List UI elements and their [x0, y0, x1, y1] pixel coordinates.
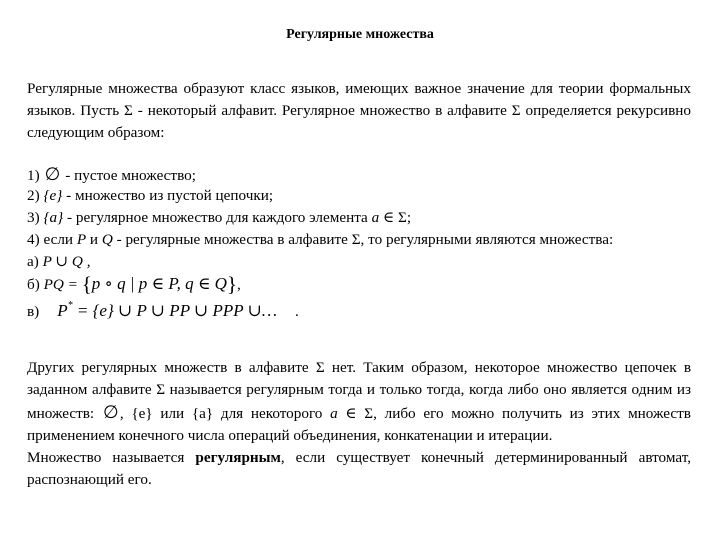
list-item: 3) {a} - регулярное множество для каждого элемента a ∈ Σ; — [27, 209, 412, 226]
list-item: 4) если P и Q - регулярные множества в алфавите Σ, то регулярными являются множества: — [27, 231, 614, 248]
list-item: 1) ∅ - пустое множество; — [27, 164, 196, 184]
list-item: 2) {e} - множество из пустой цепочки; — [27, 187, 274, 204]
definition-list — [27, 163, 691, 320]
formula-union: а) P ∪ Q , — [27, 253, 91, 270]
empty-set-icon: ∅ — [44, 164, 61, 184]
intro-paragraph: Регулярные множества образуют класс языков, имеющих важное значение для теории формальных языков. Пусть Σ - некоторый алфавит. Регулярное множество в алфавите Σ определяется рекурсивно следующим образом: — [27, 80, 691, 141]
regular-term: регулярным — [195, 449, 281, 466]
empty-set-icon: ∅ — [102, 402, 119, 422]
formula-concatenation: б) PQ = {p ∘ q | p ∈ P, q ∈ Q}, — [27, 272, 241, 296]
page-title: Регулярные множества — [286, 27, 434, 42]
conclusion-paragraph: Других регулярных множеств в алфавите Σ нет. Таким образом, некоторое множество цепочек в заданном алфавите Σ называется регулярным тогда и только тогда, когда либо оно является одним из множеств: ∅, {e} или {a} для некоторого a ∈ Σ, либо его можно получить из этих множеств применением конечного числа операций объединения, конкатенации и итерации. Множество называется регулярным, если существует конечный детерминированный автомат, распознающий его. — [27, 359, 691, 488]
formula-iteration: в) P* = {e} ∪ P ∪ PP ∪ PPP ∪… . — [27, 300, 299, 320]
